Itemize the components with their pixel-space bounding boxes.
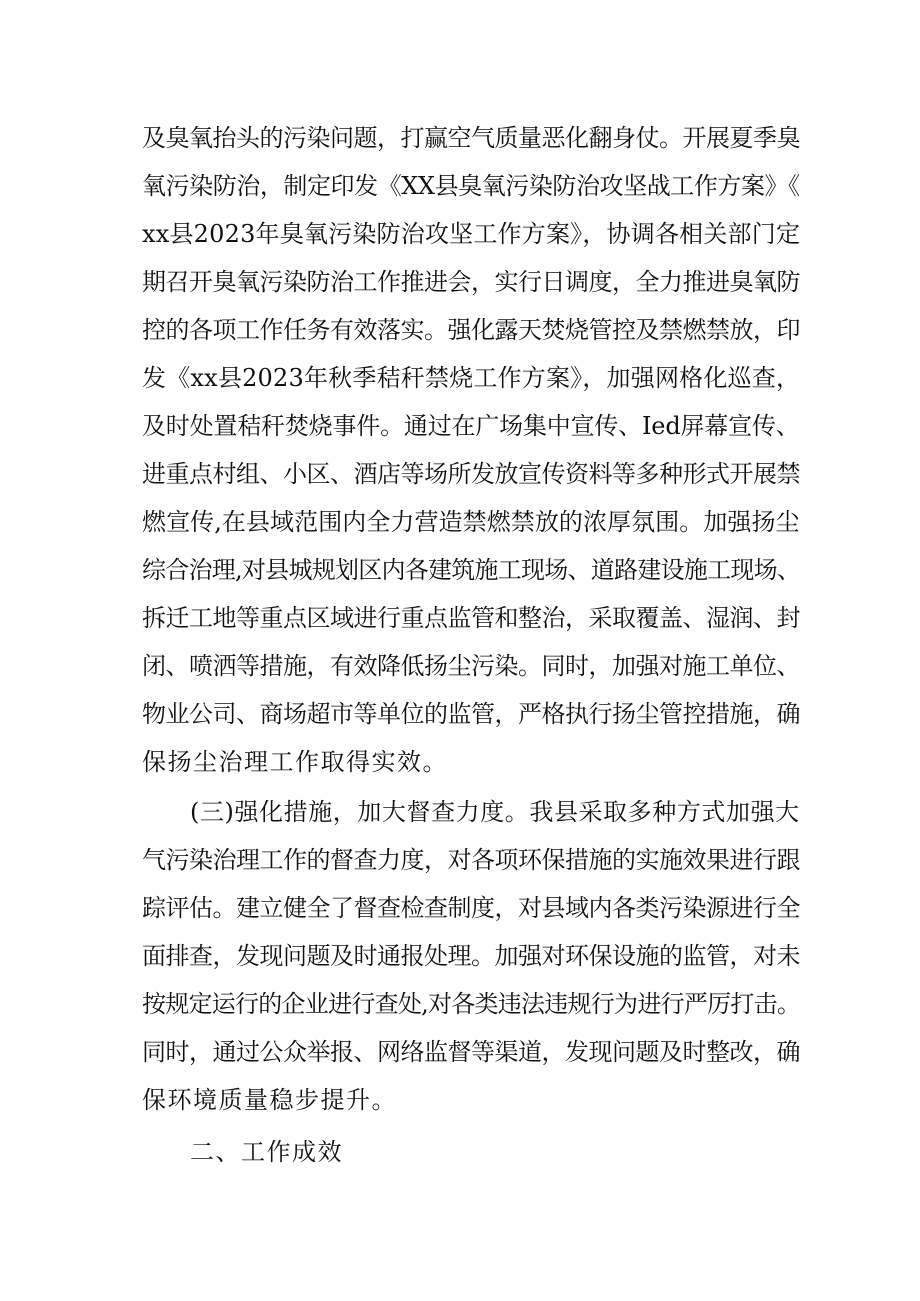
paragraph-1-line-12: 闭、喷洒等措施，有效降低扬尘污染。同时，加强对施工单位、 [142,652,800,680]
paragraph-2-line-7: 保环境质量稳步提升。 [142,1086,397,1114]
paragraph-1-line-10: 综合治理,对县城规划区内各建筑施工现场、道路建设施工现场、 [142,556,801,584]
paragraph-1-line-3: xx县2023年臭氧污染防治攻坚工作方案》，协调各相关部门定 [142,220,801,248]
paragraph-2-line-5: 按规定运行的企业进行查处,对各类违法违规行为进行严厉打击。 [142,990,801,1018]
paragraph-1-line-5: 控的各项工作任务有效落实。强化露天焚烧管控及禁燃禁放，印 [142,316,800,344]
paragraph-2-line-2: 气污染治理工作的督查力度，对各项环保措施的实施效果进行跟 [142,846,800,874]
paragraph-1-line-11: 拆迁工地等重点区域进行重点监管和整治，采取覆盖、湿润、封 [142,604,800,632]
paragraph-1-line-13: 物业公司、商场超市等单位的监管，严格执行扬尘管控措施，确 [142,700,800,728]
paragraph-1-line-2: 氧污染防治，制定印发《XX县臭氧污染防治攻坚战工作方案》《 [142,172,800,200]
paragraph-2-line-3: 踪评估。建立健全了督查检查制度，对县域内各类污染源进行全 [142,894,800,922]
paragraph-1-line-6: 发《xx县2023年秋季秸秆禁烧工作方案》，加强网格化巡查， [142,364,801,392]
paragraph-2-line-6: 同时，通过公众举报、网络监督等渠道，发现问题及时整改，确 [142,1038,800,1066]
paragraph-2-line-1: (三)强化措施，加大督查力度。我县采取多种方式加强大 [190,798,800,826]
paragraph-1-line-8: 进重点村组、小区、酒店等场所发放宣传资料等多种形式开展禁 [142,460,800,488]
paragraph-1-line-7: 及时处置秸秆焚烧事件。通过在广场集中宣传、Ied屏幕宣传、 [142,412,800,440]
paragraph-2-line-4: 面排查，发现问题及时通报处理。加强对环保设施的监管，对未 [142,942,800,970]
paragraph-1-line-9: 燃宣传,在县域范围内全力营造禁燃禁放的浓厚氛围。加强扬尘 [142,508,800,536]
paragraph-1-line-4: 期召开臭氧污染防治工作推进会，实行日调度，全力推进臭氧防 [142,268,800,296]
paragraph-1-line-1: 及臭氧抬头的污染问题，打赢空气质量恶化翻身仗。开展夏季臭 [142,124,800,152]
section-heading: 二、工作成效 [190,1138,343,1166]
paragraph-1-line-14: 保扬尘治理工作取得实效。 [142,748,448,776]
